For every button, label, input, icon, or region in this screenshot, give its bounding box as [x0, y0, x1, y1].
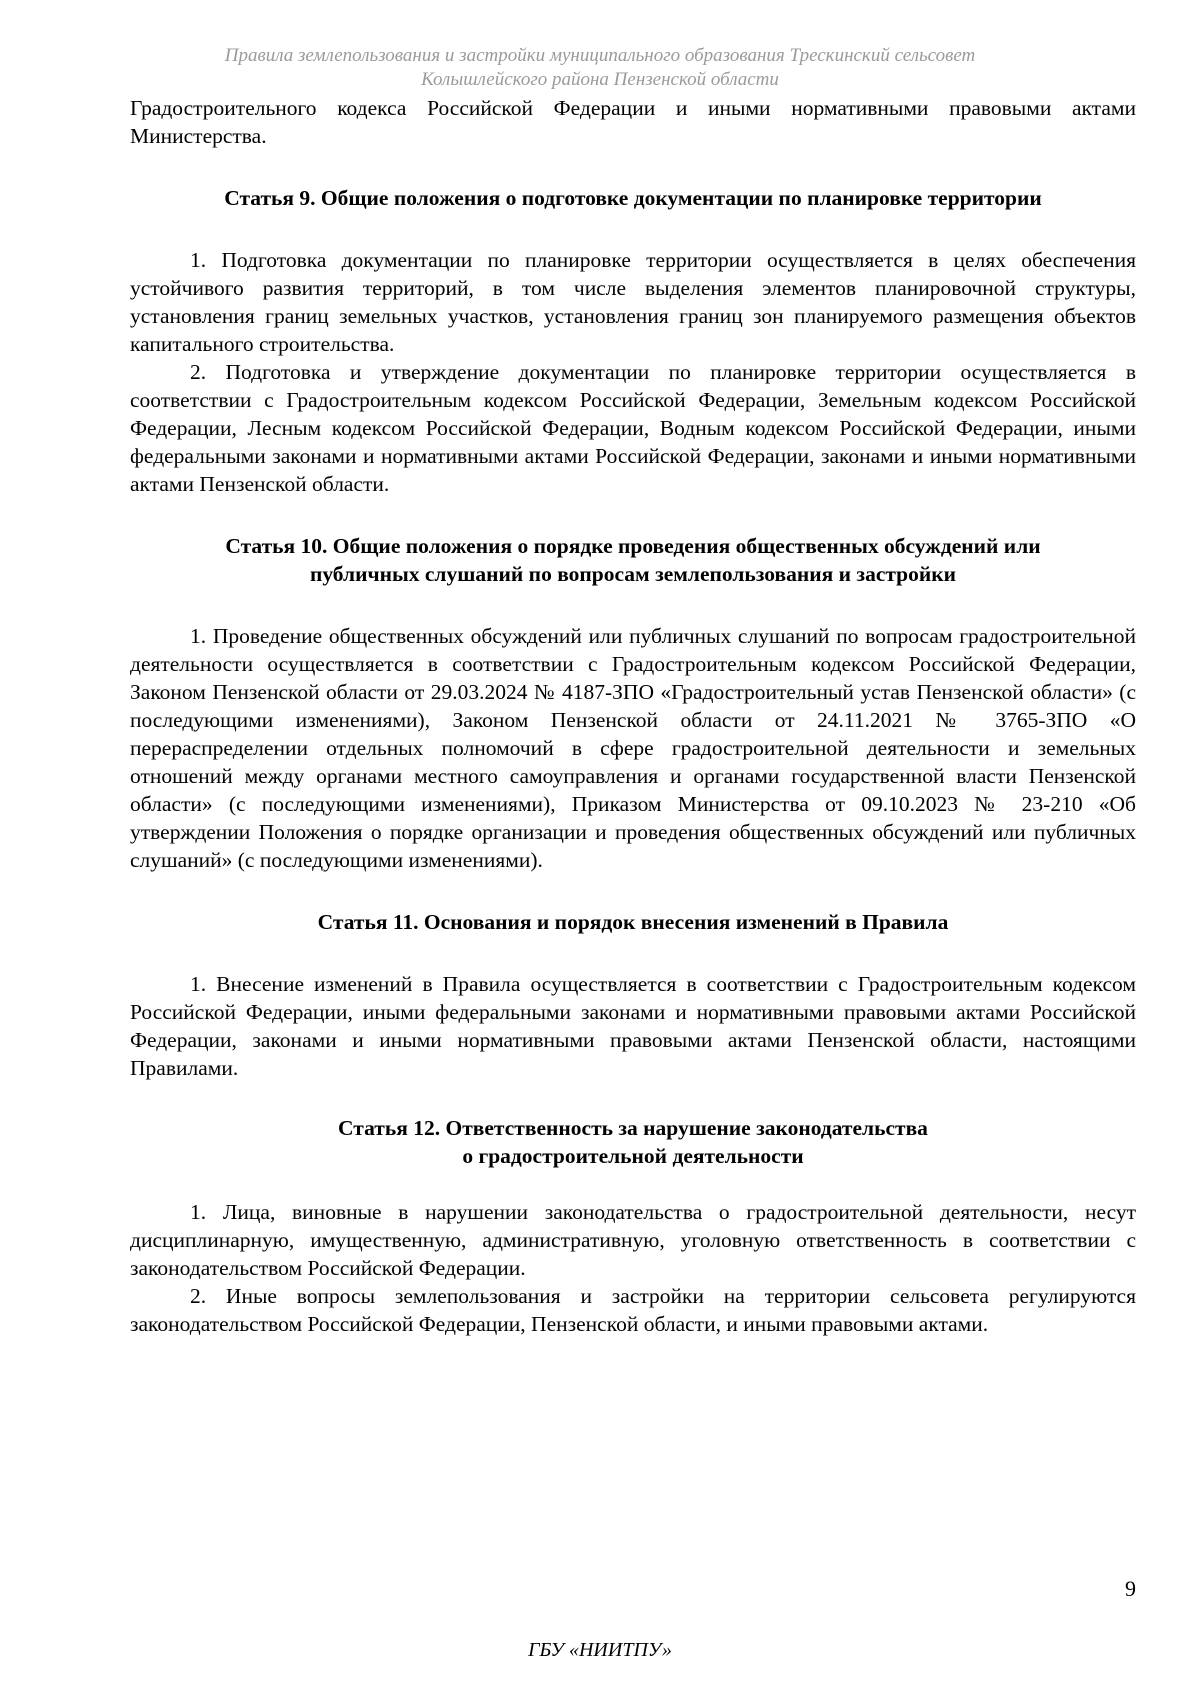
article-11-title: Статья 11. Основания и порядок внесения изменений в Правила: [317, 910, 949, 934]
article-12-title-line-2: о градостроительной деятельности: [462, 1144, 804, 1168]
article-9-paragraph-2: 2. Подготовка и утверждение документации по планировке территории осуществляется в соответствии с Градостроительным кодексом Российской Федерации, Земельным кодексом Российской Федерации, Лесным кодексом Российской Федерации, Водным кодексом Российской Федерации, иными федеральными законами и нормативными актами Российской Федерации, законами и иными нормативными актами Пензенской области.: [130, 360, 1136, 496]
article-12-title-line-1: Статья 12. Ответственность за нарушение законодательства: [338, 1116, 928, 1140]
article-9-title: Статья 9. Общие положения о подготовке документации по планировке территории: [224, 186, 1042, 210]
article-10-paragraph-1: 1. Проведение общественных обсуждений или публичных слушаний по вопросам градостроительной деятельности осуществляется в соответствии с Градостроительным кодексом Российской Федерации, Законом Пензенской области от 29.03.2024 № 4187-ЗПО «Градостроительный устав Пензенской области» (с последующими изменениями), Законом Пензенской области от 24.11.2021 № 3765-ЗПО «О перераспределении отдельных полномочий в сфере градостроительной деятельности и земельных отношений между органами местного самоуправления и органами государственной власти Пензенской области» (с последующими изменениями), Приказом Министерства от 09.10.2023 № 23-210 «Об утверждении Положения о порядке организации и проведения общественных обсуждений или публичных слушаний» (с последующими изменениями).: [130, 624, 1136, 872]
running-header-line-2: Колышлейского района Пензенской области: [421, 69, 779, 90]
article-12-paragraph-2: 2. Иные вопросы землепользования и застройки на территории сельсовета регулируются законодательством Российской Федерации, Пензенской области, и иными правовыми актами.: [130, 1284, 1136, 1336]
article-12-title: [130, 1114, 1136, 1170]
article-12-paragraph-1: 1. Лица, виновные в нарушении законодательства о градостроительной деятельности, несут дисциплинарную, имущественную, административную, уголовную ответственность в соответствии с законодательством Российской Федерации.: [130, 1200, 1136, 1280]
running-header: [0, 44, 1200, 92]
page-footer: ГБУ «НИИТПУ»: [528, 1639, 672, 1661]
running-header-line-1: Правила землепользования и застройки муниципального образования Трескинский сельсовет: [224, 45, 976, 66]
article-10-title: [130, 532, 1136, 588]
article-9-paragraph-1: 1. Подготовка документации по планировке территории осуществляется в целях обеспечения устойчивого развития территорий, в том числе выделения элементов планировочной структуры, установления границ земельных участков, установления границ зон планируемого размещения объектов капитального строительства.: [130, 248, 1136, 356]
article-11-paragraph-1: 1. Внесение изменений в Правила осуществляется в соответствии с Градостроительным кодексом Российской Федерации, иными федеральными законами и нормативными правовыми актами Российской Федерации, законами и иными нормативными правовыми актами Пензенской области, настоящими Правилами.: [130, 972, 1136, 1080]
article-10-title-line-1: Статья 10. Общие положения о порядке проведения общественных обсуждений или: [225, 534, 1041, 558]
intro-continuation: Градостроительного кодекса Российской Федерации и иными нормативными правовыми актами Министерства.: [130, 96, 1136, 148]
page-number: 9: [1125, 1576, 1136, 1601]
article-10-title-line-2: публичных слушаний по вопросам землепользования и застройки: [309, 562, 957, 586]
document-body: [130, 94, 1136, 1338]
